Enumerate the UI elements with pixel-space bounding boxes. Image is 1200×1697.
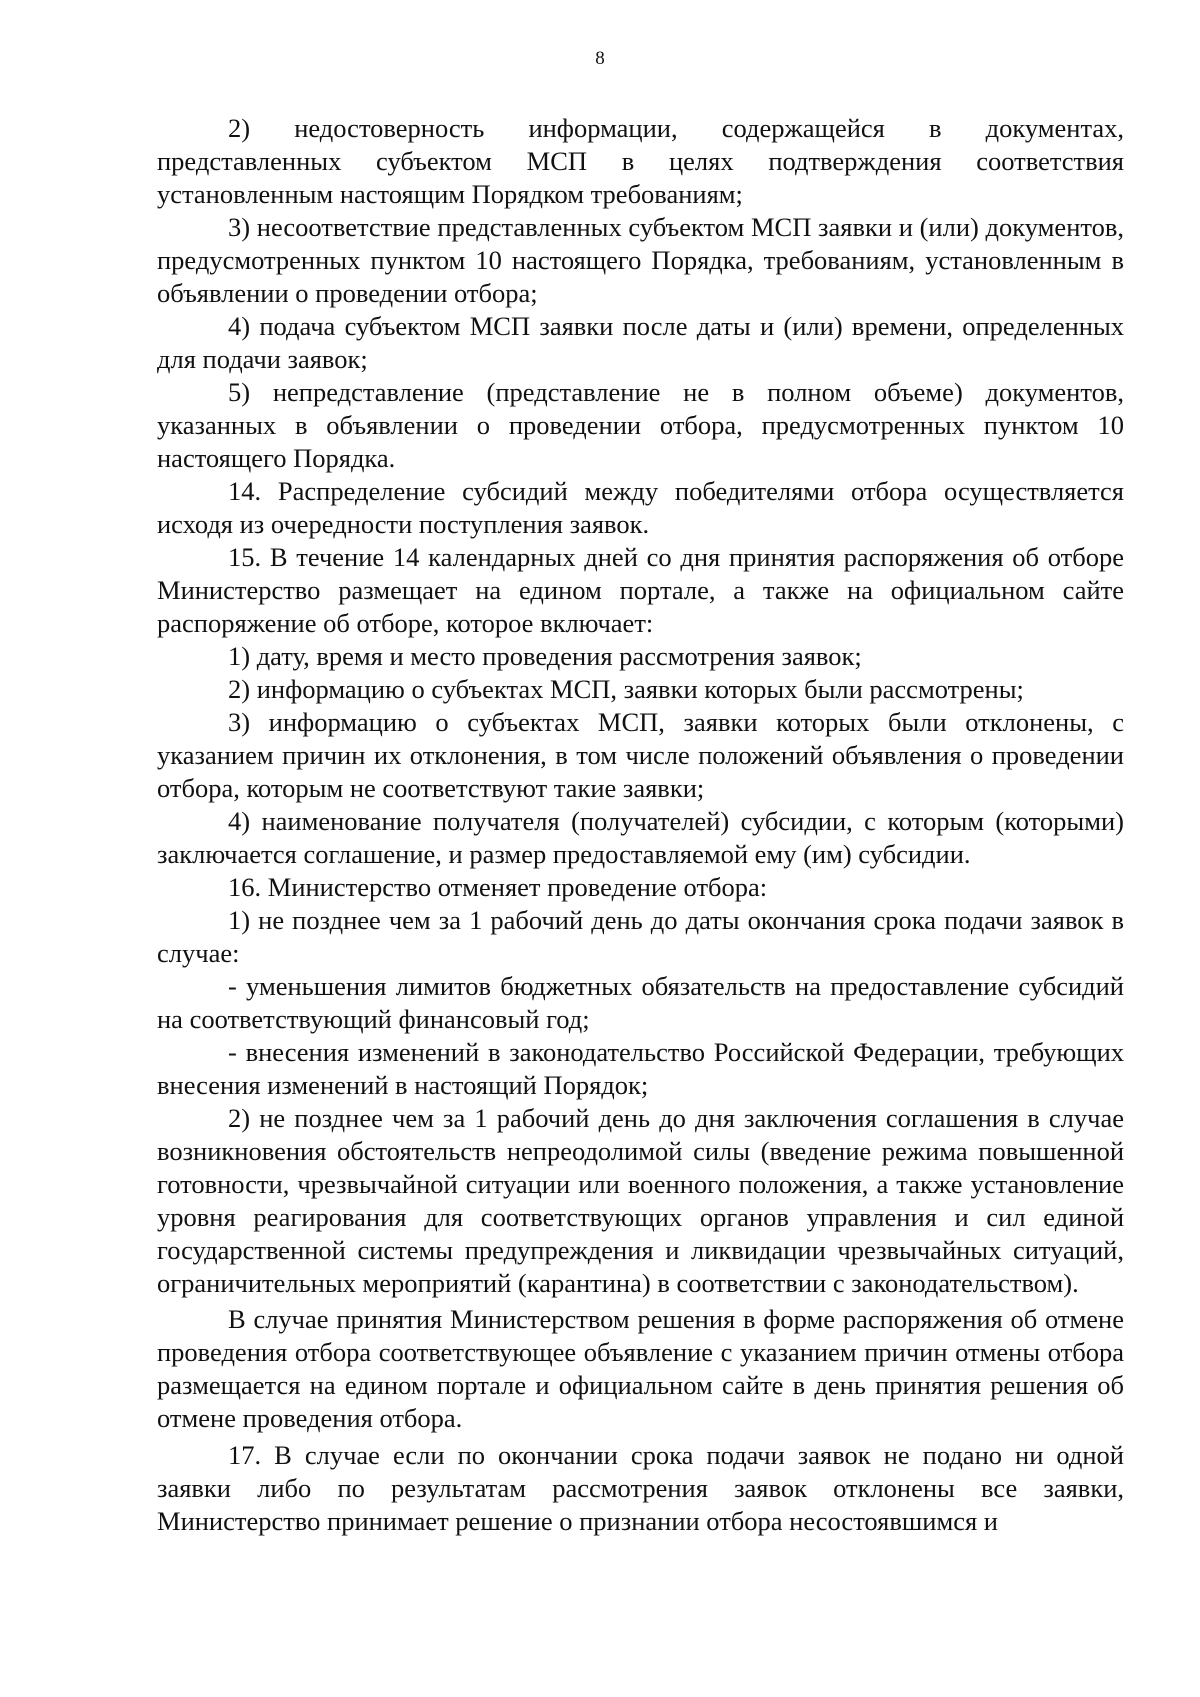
paragraph-clause-15-item-1: 1) дату, время и место проведения рассмотрения заявок;	[228, 641, 862, 671]
paragraph-clause-16-dash-1: - уменьшения лимитов бюджетных обязательств на предоставление субсидий на соответствующий финансовый год;	[157, 971, 1124, 1034]
paragraph-cancellation-notice: В случае принятия Министерством решения в форме распоряжения об отмене проведения отбора соответствующее объявление с указанием причин отмены отбора размещается на едином портале и официальном сайте в день принятия решения об отмене проведения отбора.	[157, 1304, 1124, 1433]
paragraph-item-5-missing-documents: 5) непредставление (представление не в полном объеме) документов, указанных в объявлении о проведении отбора, предусмотренных пунктом 10 настоящего Порядка.	[157, 377, 1124, 473]
paragraph-item-3-nonconformity: 3) несоответствие представленных субъектом МСП заявки и (или) документов, предусмотренных пунктом 10 настоящего Порядка, требованиям, установленным в объявлении о проведении отбора;	[157, 212, 1124, 308]
paragraph-clause-14: 14. Распределение субсидий между победителями отбора осуществляется исходя из очередности поступления заявок.	[157, 476, 1124, 539]
paragraph-clause-15-item-2: 2) информацию о субъектах МСП, заявки которых были рассмотрены;	[228, 674, 1024, 704]
paragraph-item-4-late-submission: 4) подача субъектом МСП заявки после даты и (или) времени, определенных для подачи заявок;	[157, 311, 1124, 374]
paragraph-clause-16-item-2: 2) не позднее чем за 1 рабочий день до дня заключения соглашения в случае возникновения обстоятельств непреодолимой силы (введение режима повышенной готовности, чрезвычайной ситуации или военного положения, а также установление уровня реагирования для соответствующих органов управления и сил единой государственной системы предупреждения и ликвидации чрезвычайных ситуаций, ограничительных мероприятий (карантина) в соответствии с законодательством).	[157, 1103, 1124, 1298]
paragraph-clause-15-item-4: 4) наименование получателя (получателей) субсидии, с которым (которыми) заключается соглашение, и размер предоставляемой ему (им) субсидии.	[157, 806, 1124, 869]
paragraph-clause-15-item-3: 3) информацию о субъектах МСП, заявки которых были отклонены, с указанием причин их отклонения, в том числе положений объявления о проведении отбора, которым не соответствуют такие заявки;	[157, 707, 1124, 803]
paragraph-clause-17: 17. В случае если по окончании срока подачи заявок не подано ни одной заявки либо по результатам рассмотрения заявок отклонены все заявки, Министерство принимает решение о признании отбора несостоявшимся и	[157, 1440, 1124, 1536]
document-body	[157, 112, 1124, 1538]
page-number: 8	[595, 48, 605, 69]
paragraph-clause-16-dash-2: - внесения изменений в законодательство Российской Федерации, требующих внесения изменений в настоящий Порядок;	[157, 1037, 1124, 1100]
paragraph-item-2-unreliable-info: 2) недостоверность информации, содержащейся в документах, представленных субъектом МСП в целях подтверждения соответствия установленным настоящим Порядком требованиям;	[157, 113, 1124, 209]
paragraph-clause-16-item-1: 1) не позднее чем за 1 рабочий день до даты окончания срока подачи заявок в случае:	[157, 905, 1124, 968]
paragraph-clause-15: 15. В течение 14 календарных дней со дня принятия распоряжения об отборе Министерство размещает на едином портале, а также на официальном сайте распоряжение об отборе, которое включает:	[157, 542, 1124, 638]
paragraph-clause-16: 16. Министерство отменяет проведение отбора:	[228, 872, 768, 902]
